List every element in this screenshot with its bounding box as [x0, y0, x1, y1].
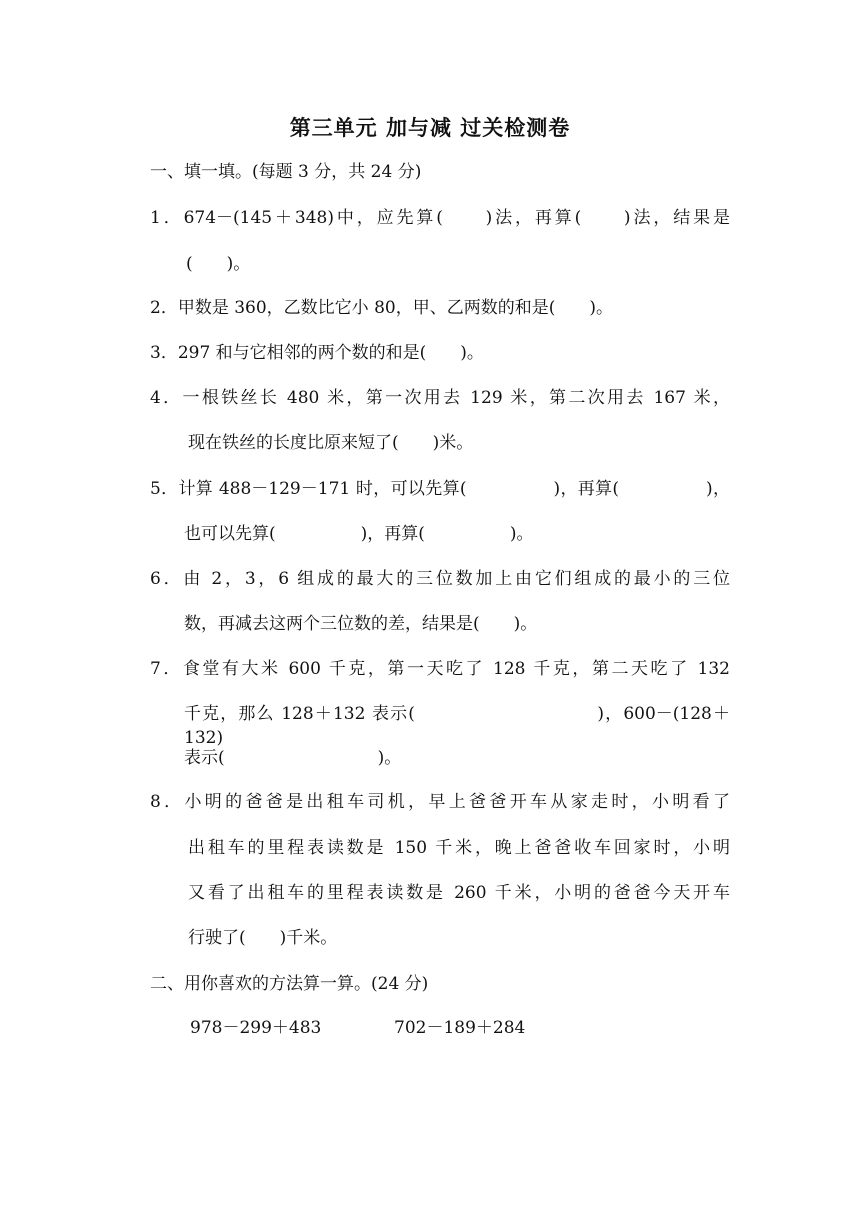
- question-8-line-4: 行驶了( )千米。: [188, 928, 338, 948]
- question-8-line-3: 又看了出租车的里程表读数是 260 千米，小明的爸爸今天开车: [188, 883, 730, 903]
- question-2: 2．甲数是 360，乙数比它小 80，甲、乙两数的和是( )。: [150, 298, 613, 318]
- question-5-line-1: 5．计算 488－129－171 时，可以先算( )，再算( )，: [150, 479, 730, 499]
- question-4-line-2: 现在铁丝的长度比原来短了( )米。: [188, 433, 474, 453]
- question-8-line-2: 出租车的里程表读数是 150 千米，晚上爸爸收车回家时，小明: [188, 838, 730, 858]
- question-3: 3．297 和与它相邻的两个数的和是( )。: [150, 343, 484, 363]
- question-1-line-2: ( )。: [186, 254, 251, 274]
- question-7-line-2: 千克，那么 128＋132 表示( )，600－(128＋132): [184, 704, 730, 748]
- question-7-line-3: 表示( )。: [184, 748, 402, 768]
- calculation-expression-1: 978－299＋483: [190, 1018, 322, 1038]
- question-6-line-1: 6．由 2，3，6 组成的最大的三位数加上由它们组成的最小的三位: [150, 569, 730, 589]
- question-4-line-1: 4．一根铁丝长 480 米，第一次用去 129 米，第二次用去 167 米，: [150, 388, 730, 408]
- question-8-line-1: 8．小明的爸爸是出租车司机，早上爸爸开车从家走时，小明看了: [150, 792, 730, 812]
- question-1-line-1: 1．674－(145＋348)中，应先算( )法，再算( )法，结果是: [150, 208, 730, 228]
- question-6-line-2: 数，再减去这两个三位数的差，结果是( )。: [184, 614, 538, 634]
- question-7-line-1: 7．食堂有大米 600 千克，第一天吃了 128 千克，第二天吃了 132: [150, 659, 730, 679]
- question-5-line-2: 也可以先算( )，再算( )。: [184, 524, 534, 544]
- section-heading-fill-in: 一、填一填。(每题 3 分，共 24 分): [150, 162, 422, 182]
- calculation-expression-2: 702－189＋284: [394, 1018, 526, 1038]
- page-title: 第三单元 加与减 过关检测卷: [289, 116, 571, 140]
- section-heading-calculate: 二、用你喜欢的方法算一算。(24 分): [150, 974, 429, 994]
